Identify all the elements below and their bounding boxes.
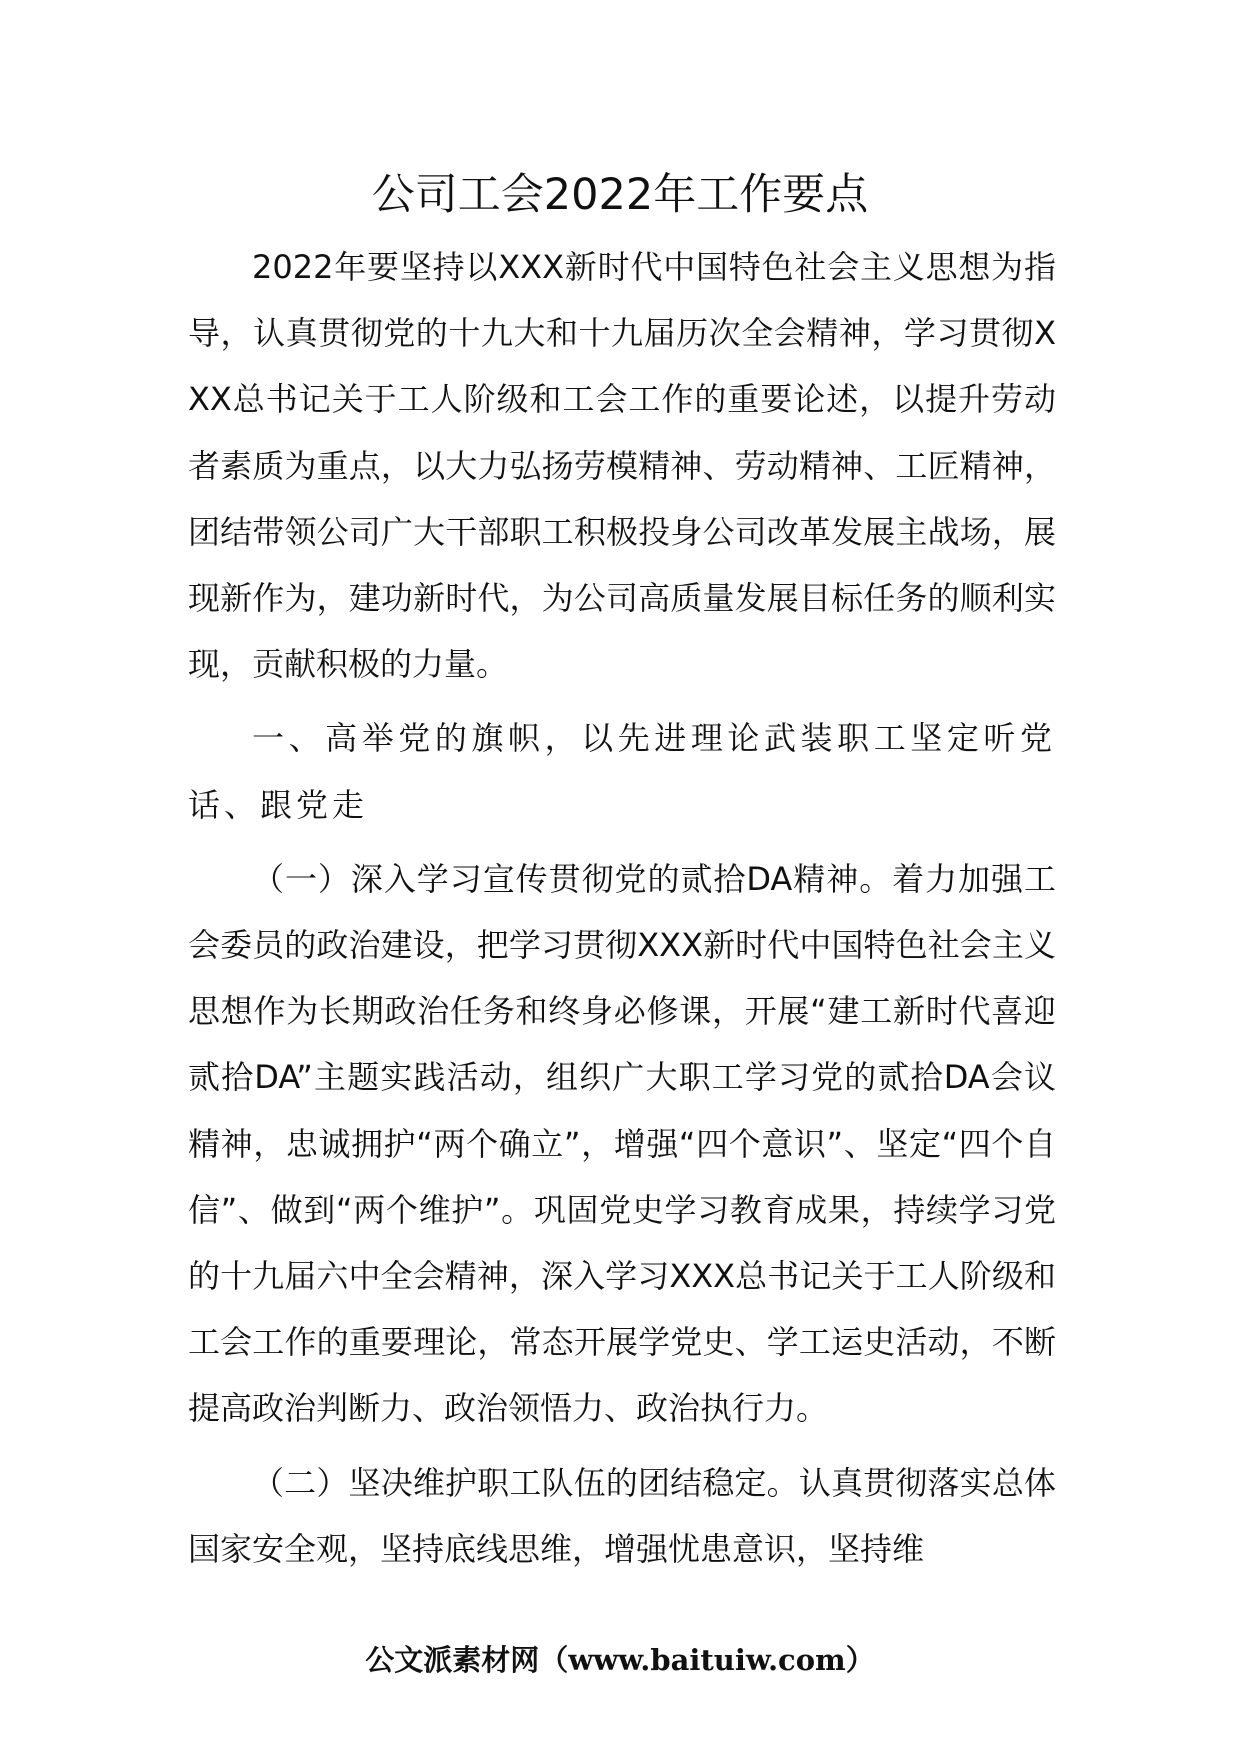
section-1-heading: 一、高举党的旗帜，以先进理论武装职工坚定听党话、跟党走 — [188, 720, 1056, 823]
footer-watermark: 公文派素材网（www.baituiw.com） — [365, 1643, 875, 1677]
item-1-paragraph: （一）深入学习宣传贯彻党的贰拾DA精神。着力加强工会委员的政治建设，把学习贯彻XXX新时代中国特色社会主义思想作为长期政治任务和终身必修课，开展“建工新时代喜迎贰拾DA”主题实践活动，组织广大职工学习党的贰拾DA会议精神，忠诚拥护“两个确立”，增强“四个意识”、坚定“四个自信”、做到“两个维护”。巩固党史学习教育成果，持续学习党的十九届六中全会精神，深入学习XXX总书记关于工人阶级和工会工作的重要理论，常态开展学党史、学工运史活动，不断提高政治判断力、政治领悟力、政治执行力。 — [188, 859, 1056, 1428]
document-title: 公司工会2022年工作要点 — [371, 170, 869, 220]
item-2-paragraph: （二）坚决维护职工队伍的团结稳定。认真贯彻落实总体国家安全观，坚持底线思维，增强忧患意识，坚持维 — [188, 1463, 1056, 1568]
document-body — [188, 234, 1056, 1582]
intro-paragraph: 2022年要坚持以XXX新时代中国特色社会主义思想为指导，认真贯彻党的十九大和十九届历次全会精神，学习贯彻XXX总书记关于工人阶级和工会工作的重要论述，以提升劳动者素质为重点，以大力弘扬劳模精神、劳动精神、工匠精神，团结带领公司广大干部职工积极投身公司改革发展主战场，展现新作为，建功新时代，为公司高质量发展目标任务的顺利实现，贡献积极的力量。 — [188, 248, 1056, 684]
